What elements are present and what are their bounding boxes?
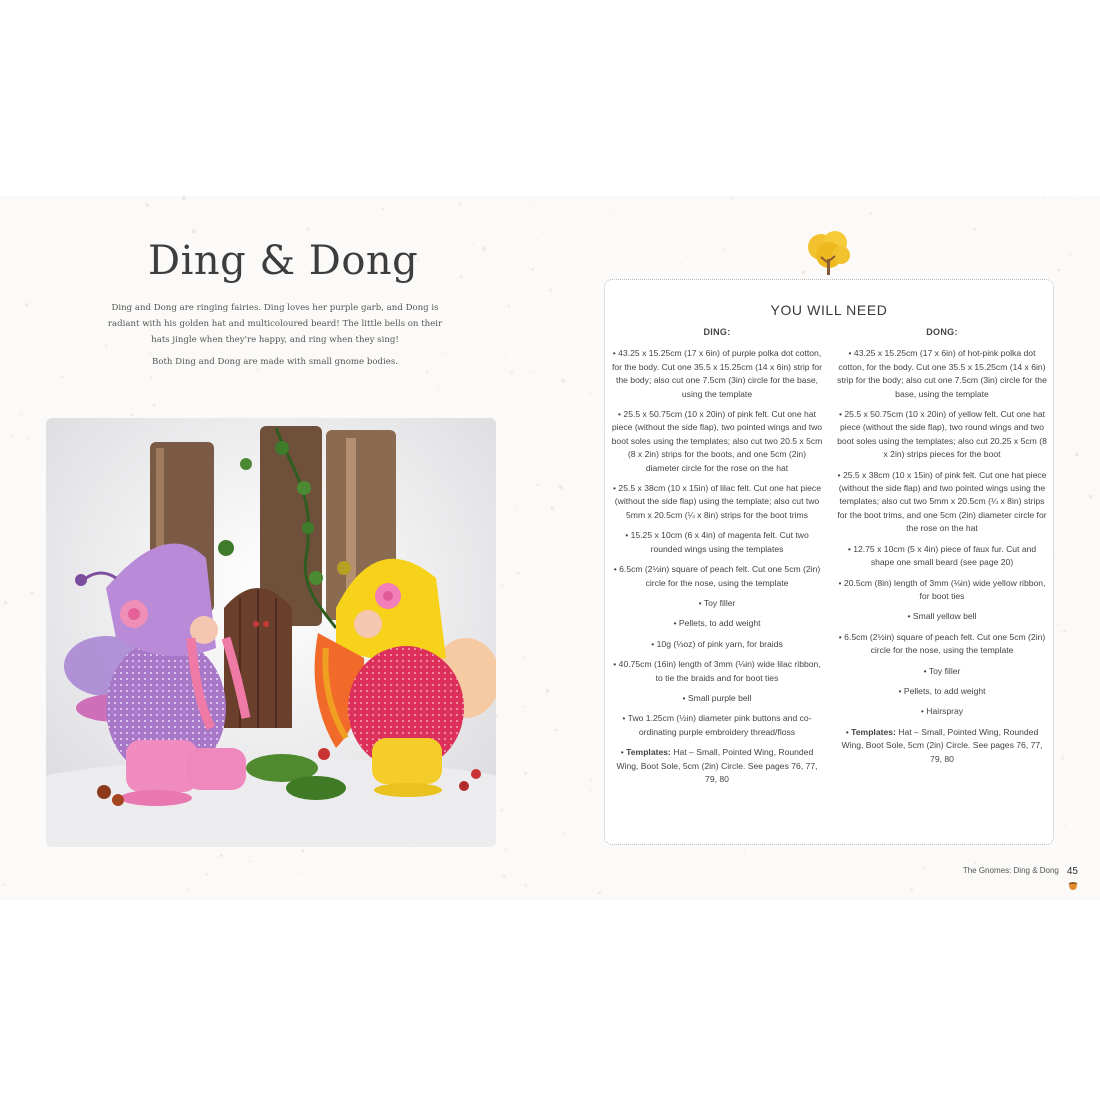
- gnome-photo: [46, 418, 496, 847]
- list-item: • 43.25 x 15.25cm (17 x 6in) of purple polka dot cotton, for the body. Cut one 35.5 x 15.25cm (14 x 6in) strip for the body; also cut one 7.5cm (3in) circle for the base, using the template: [611, 348, 823, 399]
- list-item: • 12.75 x 10cm (5 x 4in) piece of faux fur. Cut and shape one small beard (see page 20): [847, 543, 1037, 568]
- yellow-tree-icon: [801, 229, 857, 277]
- ding-heading: DING:: [703, 327, 731, 337]
- list-item: • Small purple bell: [682, 692, 752, 703]
- templates-label: Templates:: [851, 726, 896, 737]
- list-item: • Small yellow bell: [907, 611, 977, 622]
- list-item: • Pellets, to add weight: [673, 618, 761, 629]
- list-item: • 25.5 x 50.75cm (10 x 20in) of pink felt. Cut one hat piece (without the side flap), two pointed wings and two boot soles using the templates; also cut two 20.5 x 5cm (8 x 2in) strips for the boots, and one 5cm (2in) diameter circle for the rose on the hat: [611, 409, 823, 473]
- list-item: • Two 1.25cm (½in) diameter pink buttons and co-ordinating purple embroidery thread/floss: [622, 713, 812, 737]
- list-item: • Pellets, to add weight: [898, 685, 986, 696]
- list-item: • 25.5 x 38cm (10 x 15in) of lilac felt. Cut one hat piece (without the side flap) using the template; also cut two 5mm x 20.5cm (¼ x 8in) strips for the boot trims: [613, 483, 821, 520]
- templates-label: Templates:: [626, 747, 671, 758]
- intro-paragraph-2: Both Ding and Dong are made with small gnome bodies.: [151, 357, 399, 367]
- list-item: • Toy filler: [698, 597, 736, 608]
- list-item: • 20.5cm (8in) length of 3mm (⅛in) wide yellow ribbon, for boot ties: [838, 577, 1046, 601]
- list-item: • 10g (⅓oz) of pink yarn, for braids: [651, 638, 783, 649]
- dong-heading: DONG:: [926, 327, 958, 337]
- dong-templates: • Templates: Hat – Small, Pointed Wing, Rounded Wing, Boot Sole, 5cm (2in) Circle. See pages 76, 77, 79, 80: [841, 726, 1043, 764]
- page-title: Ding & Dong: [148, 238, 419, 284]
- dong-materials-column: [836, 326, 1048, 773]
- page-number: 45: [1066, 866, 1078, 877]
- list-item: • 43.25 x 15.25cm (17 x 6in) of hot-pink polka dot cotton, for the body. Cut one 35.5 x 15.25cm (14 x 6in) strip for the body; also cut one 7.5cm (3in) circle for the base, using the template: [837, 348, 1047, 399]
- list-item: • 15.25 x 10cm (6 x 4in) of magenta felt. Cut two rounded wings using the templates: [625, 530, 809, 554]
- intro-paragraph-1: Ding and Dong are ringing fairies. Ding loves her purple garb, and Dong is radiant with his golden hat and multicoloured beard! The little bells on their hats jingle when they're happy, and ring when they sing!: [107, 303, 443, 345]
- you-will-need-heading: YOU WILL NEED: [770, 302, 888, 318]
- list-item: • 6.5cm (2½in) square of peach felt. Cut one 5cm (2in) circle for the nose, using the template: [838, 631, 1046, 656]
- list-item: • 40.75cm (16in) length of 3mm (⅛in) wide lilac ribbon, to tie the braids and for boot ties: [613, 659, 821, 683]
- you-will-need-box: [604, 279, 1054, 845]
- list-item: • 6.5cm (2½in) square of peach felt. Cut one 5cm (2in) circle for the nose, using the template: [613, 564, 821, 588]
- list-item: • Toy filler: [923, 665, 961, 676]
- page-footer: [963, 866, 1078, 877]
- templates-text: Hat – Small, Pointed Wing, Rounded Wing, Boot Sole, 5cm (2in) Circle. See pages 76, 77, 79, 80: [841, 726, 1043, 764]
- list-item: • 25.5 x 50.75cm (10 x 20in) of yellow felt. Cut one hat piece (without the side flap), two round wings and two boot soles using the templates; also cut 20.25 x 5cm (8 x 2in) strips pieces for the boot: [837, 409, 1047, 460]
- list-item: • 25.5 x 38cm (10 x 15in) of pink felt. Cut one hat piece (without the side flap) and two pointed wings using the templates; also cut two 5mm x 20.5cm (¼ x 8in) strips for the boot trims, and one 5cm (2in) diameter circle for the rose on the hat: [837, 469, 1047, 534]
- acorn-icon: [1067, 879, 1079, 891]
- templates-text: Hat – Small, Pointed Wing, Rounded Wing, Boot Sole, 5cm (2in) Circle. See pages 76, 77, 79, 80: [616, 747, 818, 784]
- ding-materials-column: [611, 326, 823, 793]
- ding-templates: • Templates: Hat – Small, Pointed Wing, Rounded Wing, Boot Sole, 5cm (2in) Circle. See pages 76, 77, 79, 80: [616, 747, 818, 784]
- running-head: The Gnomes: Ding & Dong: [962, 866, 1059, 875]
- list-item: • Hairspray: [920, 706, 964, 717]
- intro-text: [102, 300, 448, 376]
